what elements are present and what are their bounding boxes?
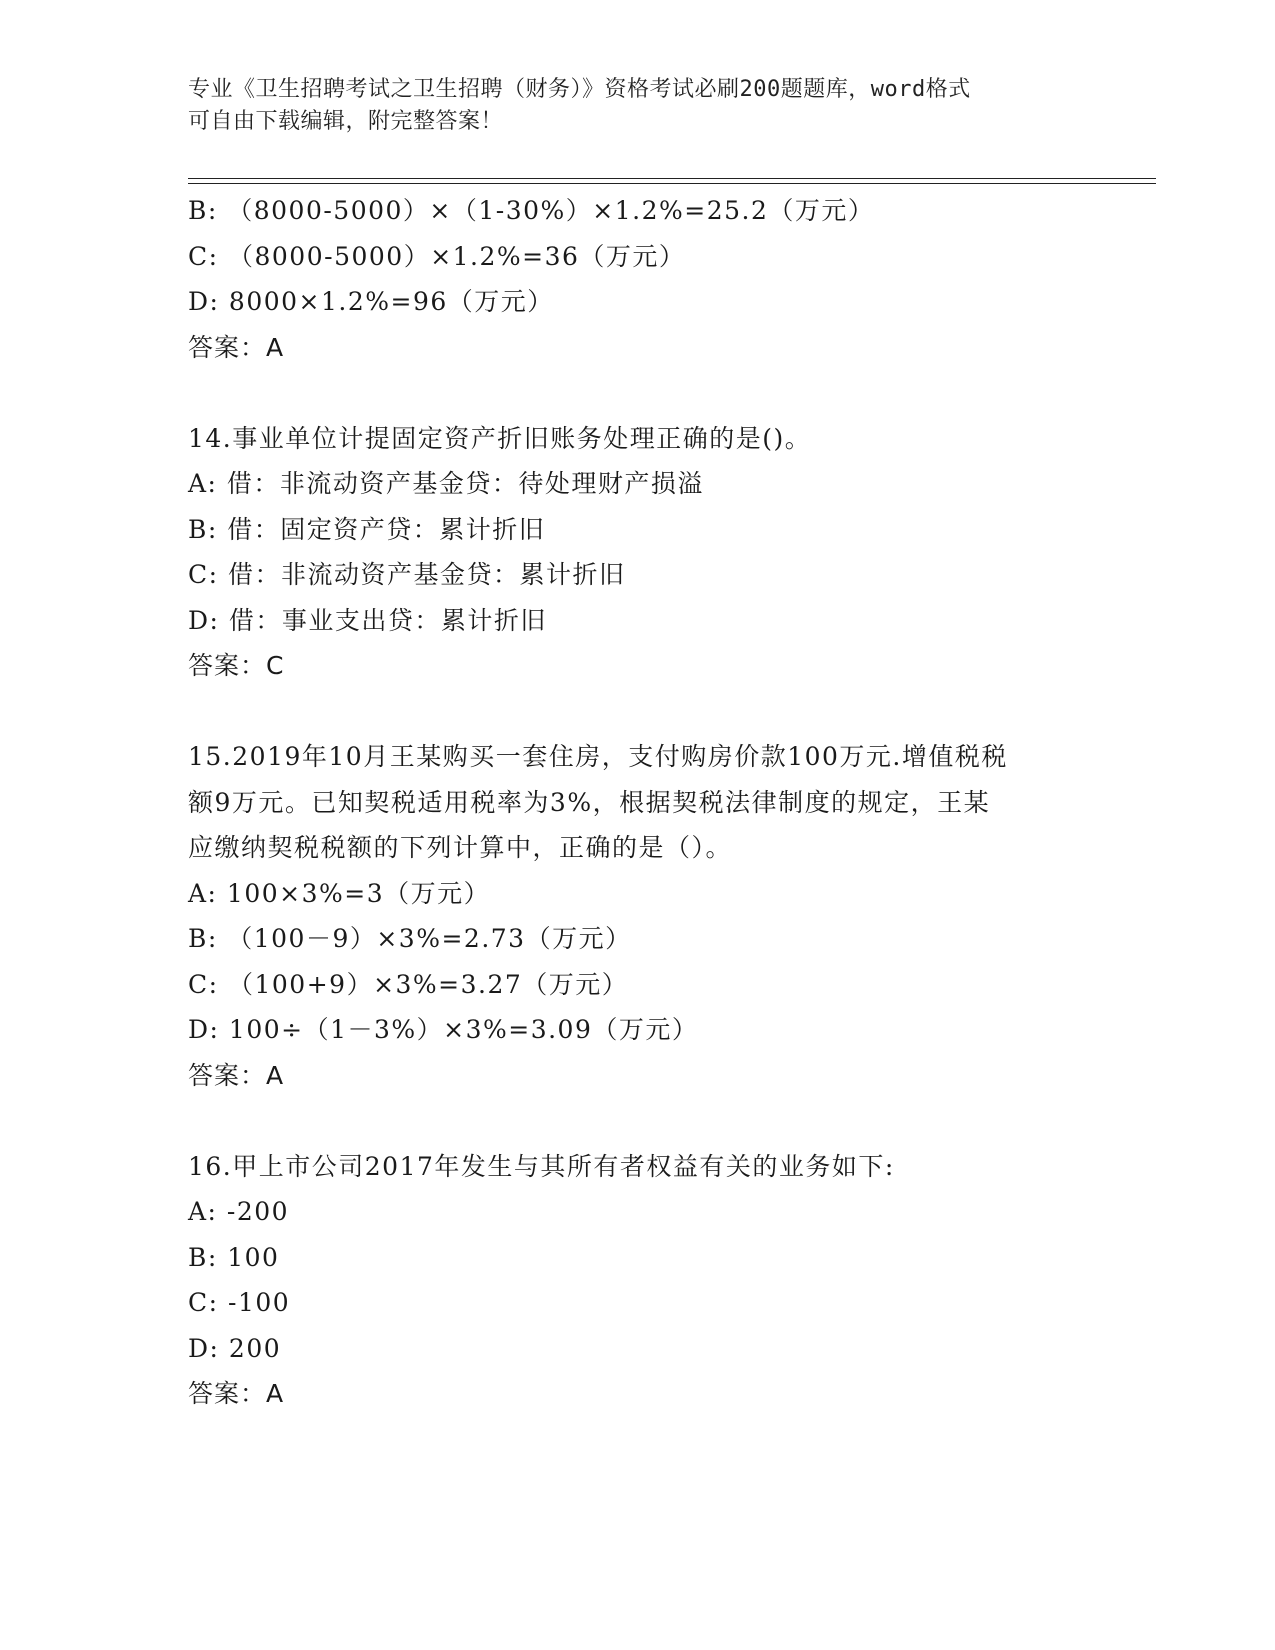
question-16 [188, 1144, 1088, 1417]
q15-stem-line-1: 15.2019年10月王某购买一套住房，支付购房价款100万元.增值税税 [188, 742, 1008, 771]
q14-option-c: C: 借：非流动资产基金贷：累计折旧 [188, 560, 626, 589]
q14-option-d: D: 借：事业支出贷：累计折旧 [188, 605, 547, 635]
q14-option-a: A: 借：非流动资产基金贷：待处理财产损溢 [188, 469, 704, 498]
q13-option-c: C: （8000-5000）×1.2%=36（万元） [188, 241, 686, 271]
q14-answer: 答案：C [188, 651, 285, 680]
spacer [188, 370, 1088, 416]
q16-answer: 答案：A [188, 1379, 285, 1408]
spacer [188, 1098, 1088, 1144]
question-content [188, 188, 1088, 1417]
header-line-2: 可自由下载编辑，附完整答案！ [188, 109, 504, 134]
q15-stem-line-2: 额9万元。已知契税适用税率为3%，根据契税法律制度的规定，王某 [188, 787, 991, 817]
q14-stem: 14.事业单位计提固定资产折旧账务处理正确的是()。 [188, 423, 812, 453]
q15-answer: 答案：A [188, 1060, 285, 1090]
q16-option-a: A: -200 [188, 1197, 290, 1226]
q16-option-b: B: 100 [188, 1242, 280, 1272]
q15-option-c: C: （100+9）×3%=3.27（万元） [188, 969, 629, 999]
q14-option-b: B: 借：固定资产贷：累计折旧 [188, 514, 546, 544]
document-header [188, 74, 1068, 138]
q16-option-d: D: 200 [188, 1333, 282, 1363]
header-divider-bottom [188, 183, 1156, 184]
q15-option-d: D: 100÷（1－3%）×3%=3.09（万元） [188, 1015, 699, 1044]
header-divider-top [188, 178, 1156, 179]
q13-option-d: D: 8000×1.2%=96（万元） [188, 287, 554, 316]
question-13-continued [188, 188, 1088, 370]
q15-stem-line-3: 应缴纳契税税额的下列计算中，正确的是（）。 [188, 833, 733, 862]
header-line-1: 专业《卫生招聘考试之卫生招聘（财务）》资格考试必刷200题题库，word格式 [188, 77, 971, 102]
q15-option-a: A: 100×3%=3（万元） [188, 878, 491, 908]
q16-stem: 16.甲上市公司2017年发生与其所有者权益有关的业务如下: [188, 1151, 895, 1181]
question-14 [188, 416, 1088, 689]
q13-option-b: B: （8000-5000）×（1-30%）×1.2%=25.2（万元） [188, 196, 875, 225]
q16-option-c: C: -100 [188, 1288, 291, 1317]
q15-option-b: B: （100－9）×3%=2.73（万元） [188, 924, 632, 953]
q13-answer: 答案：A [188, 332, 285, 362]
question-15 [188, 734, 1088, 1098]
spacer [188, 689, 1088, 735]
